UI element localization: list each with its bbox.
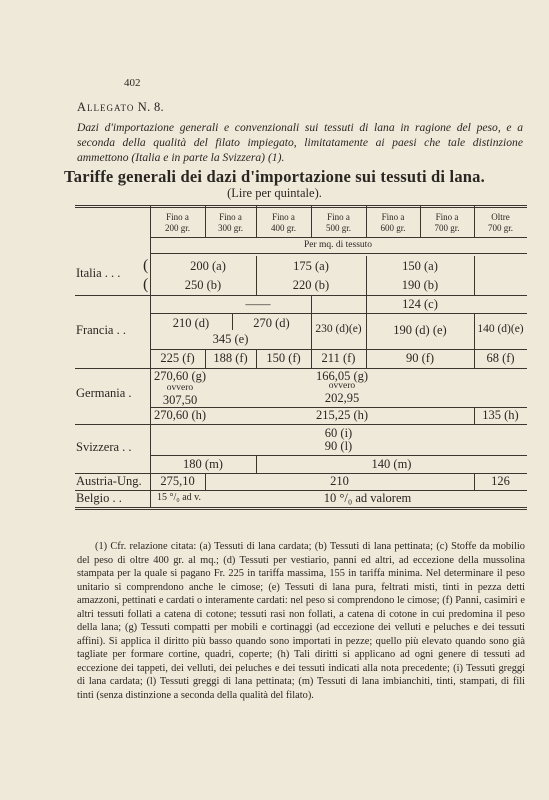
svizzera-r1-a: 60 (i) — [324, 426, 353, 440]
country-svizzera: Svizzera . . — [76, 440, 132, 454]
francia-r2-c1: 210 (d) — [172, 316, 210, 330]
francia-r3-c3: 150 (f) — [266, 351, 301, 365]
italia-r1-c3: 150 (a) — [402, 259, 438, 273]
country-francia: Francia . . — [76, 323, 126, 337]
country-belgio: Belgio . . — [76, 491, 122, 505]
allegato-heading — [77, 100, 164, 115]
rule-francia-1 — [150, 313, 527, 314]
allegato-word: Allegato — [77, 100, 135, 114]
table-subtitle: (Lire per quintale). — [227, 186, 322, 200]
italia-r2-c2: 220 (b) — [292, 278, 330, 292]
brace-italia-1: ( — [143, 257, 149, 274]
italia-r2-c3: 190 (b) — [401, 278, 439, 292]
francia-r2-c2: 270 (d) — [253, 316, 290, 330]
footnote: (1) Cfr. relazione citata: (a) Tessuti di lana cardata; (b) Tessuti di lana pettinata; (c) Stoffe da mobilio del peso di oltre 400 gr. al mq.; (d) Tessuti per vestiario, panni ed altri, ad eccezione della mussolina stampata per la quale si pagano Fr. 225 in tariffa massima, 155 in tariffa minima. Nel determinare il peso unitario si comprendono anche le cimose; (e) Tessuti di lana pura, feltrati misti, tinti in pezza detti amazzoni, pettinati e cardati o interamente cardati: nel peso si comprendono le cimose; (f) Panni, casimiri e altri tessuti follati a catena di cotone; tessuti rasi non follati, a catena di cotone in cui predomina il peso della lana; (g) Tessuti compatti per mobili e cortinaggi (ad eccezione dei velluti e peluches e dei tessuti affini). Si applica il diritto più basso quando sono importati in pezze; quello più elevato quando sono già tagliate per formare cortine, quadri, coperte; (h) Tali diritti si applicano ad ogni genere di tessuti ad eccezione dei tappeti, dei velluti, dei peluches e dei tessuti indicati alla nota precedente; (i) Tessuti greggi di lana cardata; (l) Tessuti greggi di lana pettinata; (m) Tessuti di lana imbianchiti, tinti, stampati, di fili tinti (senza distinzione a seconda della qualità del filato). — [77, 541, 525, 701]
rule-francia-2 — [150, 349, 527, 350]
germania-r1-c1-b: ovvero — [166, 383, 194, 393]
francia-r3-c6: 68 (f) — [486, 351, 515, 365]
rule-svizzera — [150, 455, 527, 456]
francia-r3-c1: 225 (f) — [160, 351, 195, 365]
francia-r3-c2: 188 (f) — [213, 351, 248, 365]
belgio-c2: 10 °/₀ ad valorem — [323, 491, 412, 505]
austria-c3: 126 — [491, 474, 510, 488]
header-rule-1 — [150, 237, 527, 238]
svizzera-r2-c2: 140 (m) — [371, 457, 412, 471]
header-col-1: Fino a 200 gr. — [164, 212, 190, 233]
header-col-6: Fino a 700 gr. — [434, 212, 460, 233]
germania-r1-c2-c: 202,95 — [324, 391, 360, 405]
austria-c2: 210 — [330, 474, 349, 488]
germania-r1-c1-a: 270,60 (g) — [153, 369, 207, 383]
header-col-4: Fino a 500 gr. — [325, 212, 351, 233]
germania-r1-c1-c: 307,50 — [162, 393, 198, 407]
italia-sep-3 — [474, 256, 475, 295]
germania-r2-c3: 135 (h) — [482, 408, 519, 422]
francia-r2-c3: 345 (e) — [212, 332, 249, 346]
germania-r2-c2: 215,25 (h) — [315, 408, 369, 422]
francia-r2-c4: 230 (d)(e) — [315, 323, 362, 335]
header-col-3: Fino a 400 gr. — [270, 212, 296, 233]
header-per-mq: Per mq. di tessuto — [303, 240, 373, 250]
francia-r3-c4: 211 (f) — [321, 351, 356, 365]
country-austria: Austria-Ung. — [76, 474, 142, 488]
svizzera-r1-b: 90 (l) — [324, 439, 353, 453]
rule-after-italia — [75, 295, 527, 296]
germania-r2-c1: 270,60 (h) — [153, 408, 207, 422]
country-italia: Italia . . . — [76, 266, 121, 280]
rule-after-germania — [75, 424, 527, 425]
svizzera-r2-c1: 180 (m) — [183, 457, 223, 471]
francia-r1-c2: 124 (c) — [402, 297, 438, 311]
germania-r1-c2-a: 166,05 (g) — [315, 369, 369, 383]
francia-r2-c6: 140 (d)(e) — [477, 323, 524, 335]
italia-r1-c1: 200 (a) — [190, 259, 226, 273]
italia-r2-c1: 250 (b) — [184, 278, 222, 292]
header-rule-2 — [150, 253, 527, 254]
table-bottom-rule — [75, 507, 527, 510]
table-top-rule — [75, 205, 527, 208]
austria-c1: 275,10 — [160, 474, 195, 488]
header-col-7: Oltre 700 gr. — [487, 212, 513, 233]
country-germania: Germania . — [76, 386, 132, 400]
francia-r1-c1: —— — [245, 297, 271, 311]
header-col-5: Fino a 600 gr. — [380, 212, 406, 233]
francia-r2-c5: 190 (d) (e) — [393, 323, 447, 337]
brace-italia-2: ( — [143, 276, 149, 293]
allegato-number: N. 8. — [137, 100, 164, 114]
header-col-2: Fino a 300 gr. — [217, 212, 243, 233]
intro-paragraph: Dazi d'importazione generali e convenzionali sui tessuti di lana in ragione del peso, e a seconda della qualità del filato impiegato, limitatamente ai paesi che tale distinzione ammettono (Italia e in parte la Svizzera) (1). — [77, 121, 523, 164]
germania-r1-c2-b: ovvero — [328, 381, 356, 391]
table-title: Tariffe generali dei dazi d'importazione sui tessuti di lana. — [64, 167, 485, 186]
belgio-c1: 15 °/₀ ad v. — [156, 492, 202, 503]
francia-r3-c5: 90 (f) — [405, 351, 435, 365]
page-number: 402 — [124, 77, 141, 89]
italia-r1-c2: 175 (a) — [293, 259, 329, 273]
